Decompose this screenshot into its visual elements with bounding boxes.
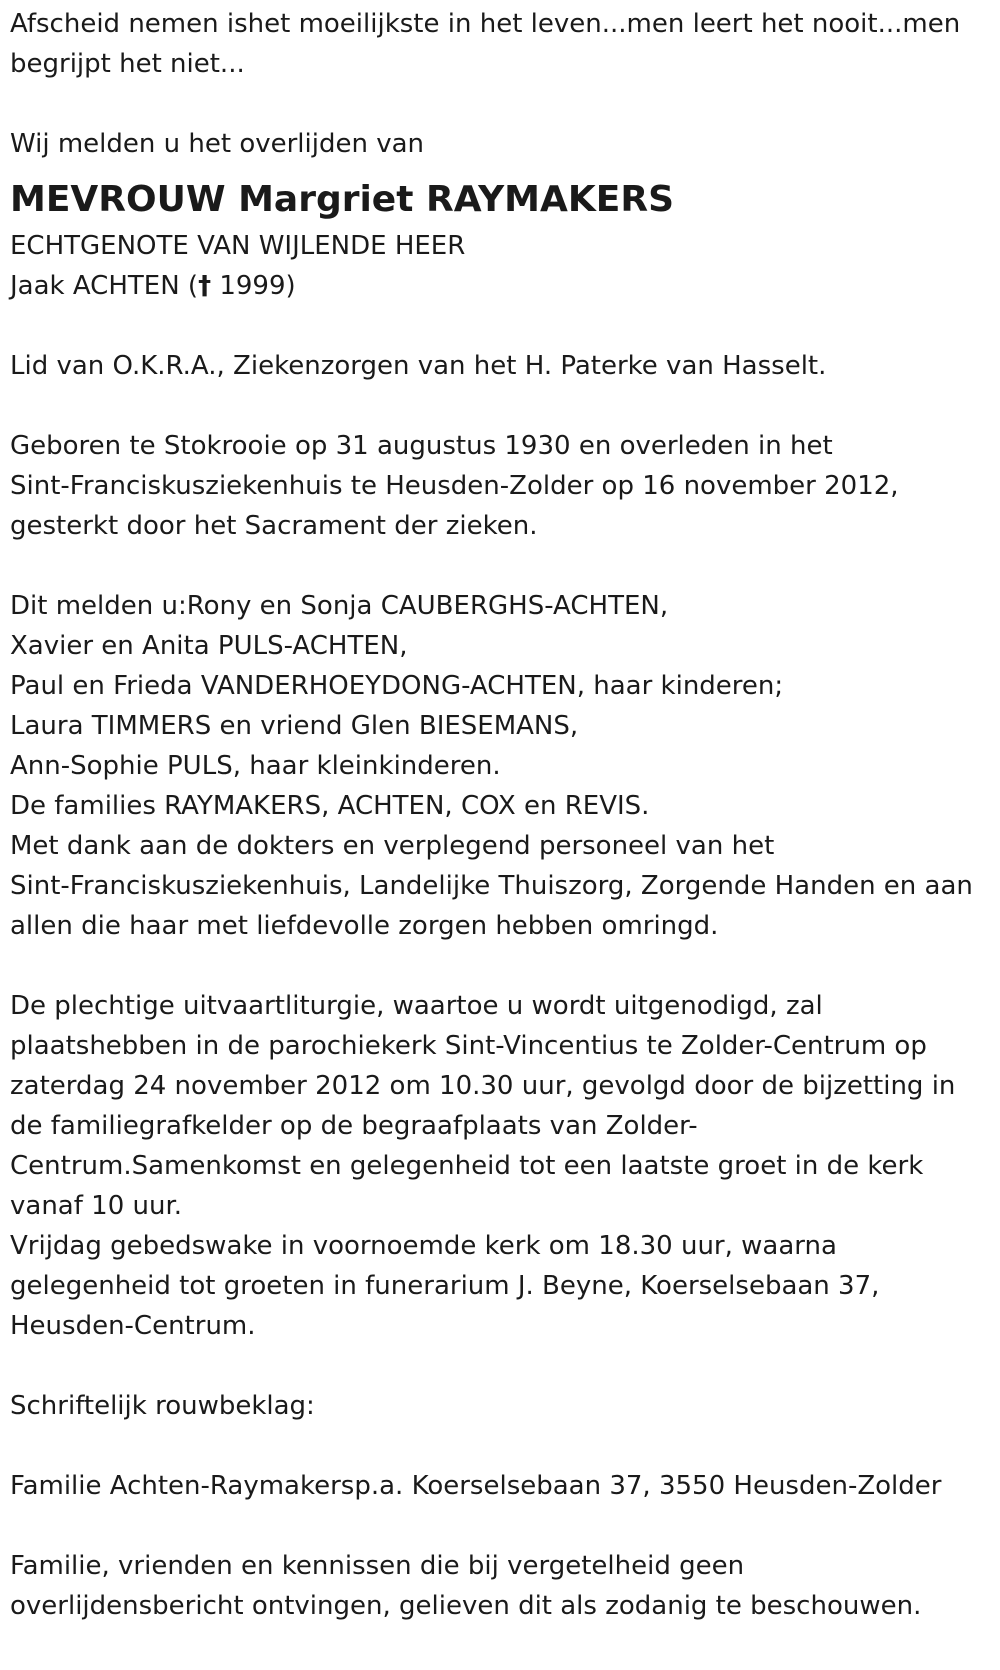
intro-quote xyxy=(10,4,995,84)
funeral-line: vanaf 10 uur. xyxy=(10,1191,183,1221)
announcement-text: Wij melden u het overlijden van xyxy=(10,129,425,159)
family-line: De families RAYMAKERS, ACHTEN, COX en REVIS. xyxy=(10,791,650,821)
family-line: Laura TIMMERS en vriend Glen BIESEMANS, xyxy=(10,711,579,741)
cross-icon: † xyxy=(198,271,212,301)
family-line: Xavier en Anita PULS-ACHTEN, xyxy=(10,631,408,661)
funeral-line: Heusden-Centrum. xyxy=(10,1311,256,1341)
family-line: Dit melden u:Rony en Sonja CAUBERGHS-ACHTEN, xyxy=(10,591,669,621)
spouse-year: 1999) xyxy=(211,271,296,301)
closing-line: Familie, vrienden en kennissen die bij vergetelheid geen xyxy=(10,1551,745,1581)
funeral-line: gelegenheid tot groeten in funerarium J. Beyne, Koerselsebaan 37, xyxy=(10,1271,880,1301)
funeral-block xyxy=(10,986,995,1346)
intro-line: Afscheid nemen ishet moeilijkste in het leven...men leert het nooit...men xyxy=(10,9,961,39)
family-line: allen die haar met liefdevolle zorgen hebben omringd. xyxy=(10,911,719,941)
family-line: Sint-Franciskusziekenhuis, Landelijke Thuiszorg, Zorgende Handen en aan xyxy=(10,871,973,901)
birth-death-line: gesterkt door het Sacrament der zieken. xyxy=(10,511,538,541)
funeral-line: zaterdag 24 november 2012 om 10.30 uur, gevolgd door de bijzetting in xyxy=(10,1071,956,1101)
condolence-address: Familie Achten-Raymakersp.a. Koerselsebaan 37, 3550 Heusden-Zolder xyxy=(10,1471,942,1501)
closing-block xyxy=(10,1546,995,1626)
death-notice xyxy=(10,4,995,1666)
intro-line: begrijpt het niet... xyxy=(10,49,245,79)
condolence-block xyxy=(10,1386,995,1426)
birth-death-block xyxy=(10,426,995,546)
spouse-name-line xyxy=(10,266,995,306)
funeral-line: de familiegrafkelder op de begraafplaats van Zolder- xyxy=(10,1111,698,1141)
announcement-block xyxy=(10,124,995,306)
membership-text: Lid van O.K.R.A., Ziekenzorgen van het H. Paterke van Hasselt. xyxy=(10,351,827,381)
birth-death-line: Geboren te Stokrooie op 31 augustus 1930 en overleden in het xyxy=(10,431,833,461)
funeral-line: Centrum.Samenkomst en gelegenheid tot een laatste groet in de kerk xyxy=(10,1151,924,1181)
deceased-name: MEVROUW Margriet RAYMAKERS xyxy=(10,179,674,220)
family-line: Ann-Sophie PULS, haar kleinkinderen. xyxy=(10,751,501,781)
family-line: Met dank aan de dokters en verplegend personeel van het xyxy=(10,831,775,861)
address-block xyxy=(10,1466,995,1506)
closing-line: overlijdensbericht ontvingen, gelieven dit als zodanig te beschouwen. xyxy=(10,1591,922,1621)
family-line: Paul en Frieda VANDERHOEYDONG-ACHTEN, haar kinderen; xyxy=(10,671,784,701)
spouse-name: Jaak ACHTEN ( xyxy=(10,271,199,301)
funeral-line: plaatshebben in de parochiekerk Sint-Vincentius te Zolder-Centrum op xyxy=(10,1031,927,1061)
family-block xyxy=(10,586,995,946)
spouse-title: ECHTGENOTE VAN WIJLENDE HEER xyxy=(10,231,466,261)
birth-death-line: Sint-Franciskusziekenhuis te Heusden-Zolder op 16 november 2012, xyxy=(10,471,899,501)
membership-block xyxy=(10,346,995,386)
condolence-label: Schriftelijk rouwbeklag: xyxy=(10,1391,315,1421)
funeral-line: De plechtige uitvaartliturgie, waartoe u wordt uitgenodigd, zal xyxy=(10,991,823,1021)
funeral-line: Vrijdag gebedswake in voornoemde kerk om 18.30 uur, waarna xyxy=(10,1231,837,1261)
